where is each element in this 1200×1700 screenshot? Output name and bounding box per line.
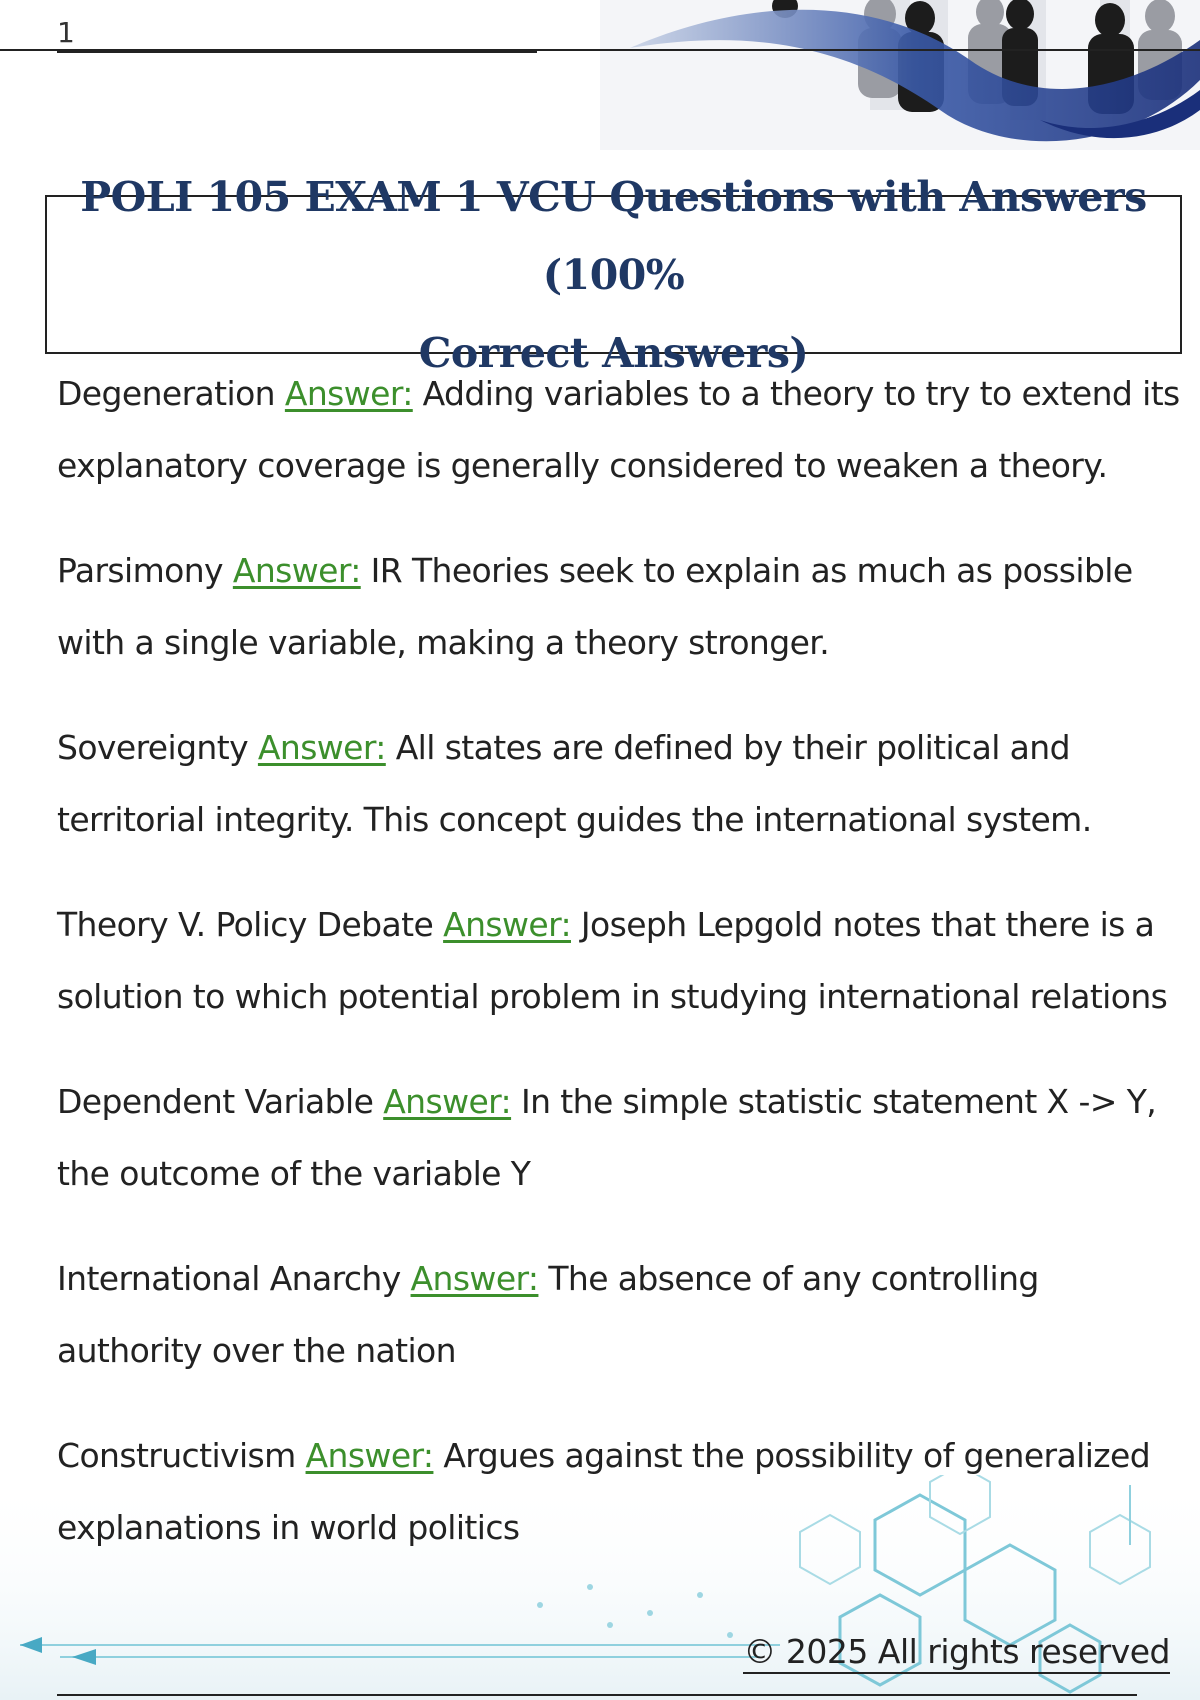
qa-item-sovereignty xyxy=(57,712,1182,856)
qa-item-degeneration xyxy=(57,358,1182,502)
qa-answer: All states are defined by their political and territorial integrity. This concept guides the international system. xyxy=(57,728,1092,839)
qa-answer: Adding variables to a theory to try to extend its explanatory coverage is generally considered to weaken a theory. xyxy=(57,374,1180,485)
qa-item-constructivism xyxy=(57,1420,1182,1564)
header-rule xyxy=(0,49,1200,51)
page-number: 1 xyxy=(57,16,537,53)
title-box xyxy=(45,172,1182,377)
answer-label: Answer: xyxy=(305,1436,434,1475)
qa-answer: The absence of any controlling authority over the nation xyxy=(57,1259,1039,1370)
qa-answer: Joseph Lepgold notes that there is a solution to which potential problem in studying international relations xyxy=(57,905,1168,1016)
answer-label: Answer: xyxy=(410,1259,539,1298)
title-line-1: POLI 105 EXAM 1 VCU Questions with Answers (100% xyxy=(80,172,1147,299)
answer-label: Answer: xyxy=(257,728,386,767)
title-line-2: Correct Answers) xyxy=(418,328,809,377)
qa-item-international-anarchy xyxy=(57,1243,1182,1387)
qa-item-theory-policy-debate xyxy=(57,889,1182,1033)
page-header xyxy=(0,0,1200,160)
answer-label: Answer: xyxy=(383,1082,512,1121)
footer-rule xyxy=(57,1694,1137,1696)
answer-label: Answer: xyxy=(443,905,571,944)
document-title xyxy=(59,158,1168,392)
qa-term: Sovereignty xyxy=(57,728,249,767)
qa-answer: IR Theories seek to explain as much as possible with a single variable, making a theory stronger. xyxy=(57,551,1133,662)
qa-item-dependent-variable xyxy=(57,1066,1182,1210)
answer-label: Answer: xyxy=(284,374,413,413)
qa-answer: In the simple statistic statement X -> Y, the outcome of the variable Y xyxy=(57,1082,1157,1193)
qa-term: Theory V. Policy Debate xyxy=(57,905,434,944)
qa-answer: Argues against the possibility of generalized explanations in world politics xyxy=(57,1436,1151,1547)
business-people-banner-image xyxy=(540,0,1200,160)
copyright-notice: © 2025 All rights reserved xyxy=(743,1632,1170,1674)
qa-term: Parsimony xyxy=(57,551,223,590)
qa-list xyxy=(57,358,1182,1597)
qa-term: Dependent Variable xyxy=(57,1082,374,1121)
qa-term: International Anarchy xyxy=(57,1259,401,1298)
qa-term: Constructivism xyxy=(57,1436,296,1475)
qa-term: Degeneration xyxy=(57,374,275,413)
qa-item-parsimony xyxy=(57,535,1182,679)
answer-label: Answer: xyxy=(232,551,361,590)
